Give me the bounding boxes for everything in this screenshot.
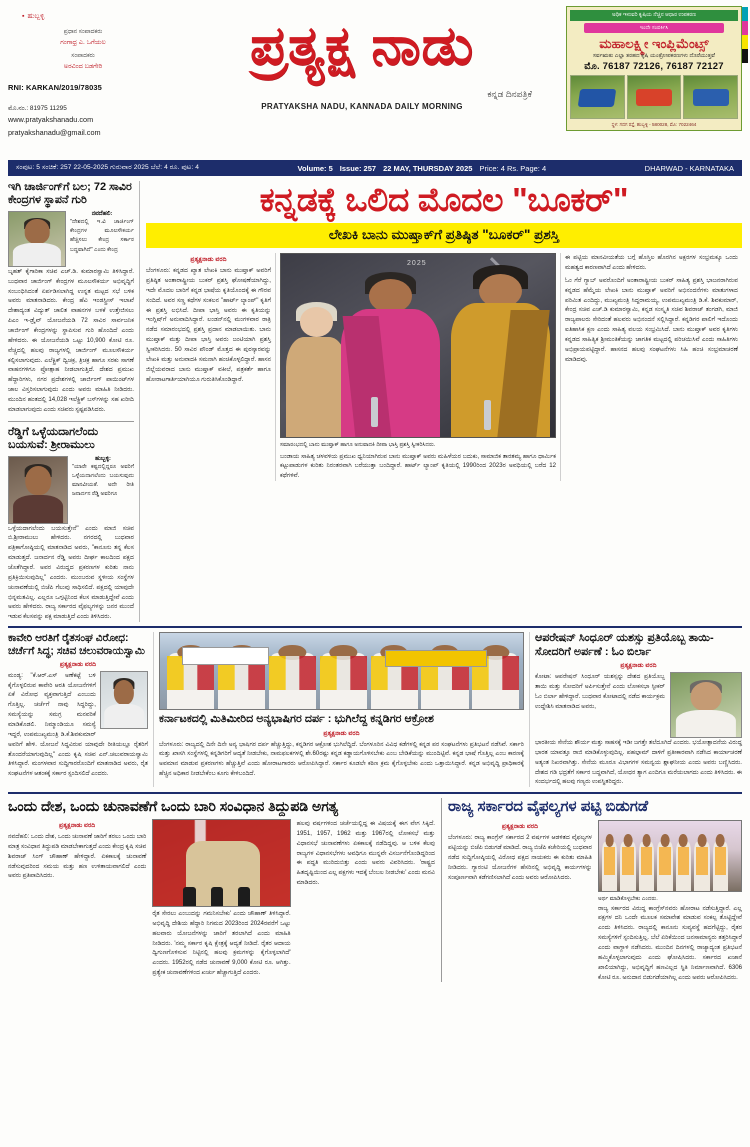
page-content	[8, 181, 742, 622]
chief-editor-name: ಗಂಗಾಧ್ರ ಎ. ಒಗೆಯಲ	[60, 38, 106, 46]
left-story-1-body: ಬೃಹತ್ ಕೈಗಾರಿಕಾ ಸಚಿವ ಎಚ್.ಡಿ. ಕುಮಾರಸ್ವಾಮಿ ತಿಳಿಸಿದ್ದಾರೆ. ಬುಧವಾರ ಚಾರ್ಜಿಂಗ್ ಕೇಂದ್ರಗಳ ಮೂಲಸೌಕರ್ಯ ಅಭಿವೃದ್ಧಿಗೆ ಸಂಬಂಧಿಸಿದಂತೆ ಏರ್ಪಡಿಸಲಾಗಿದ್ದ ಉನ್ನತ ಮಟ್ಟದ ಸಭೆ ಬಳಿಕ ಅವರು ಮಾತನಾಡಿದರು. ಕೇಂದ್ರ ಹೆವಿ ಇಂಡಸ್ಟ್ರೀಸ್ ಇಲಾಖೆ ದೇಶಾದ್ಯಂತ ವಿದ್ಯುತ್ ಚಾಲಿತ ವಾಹನಗಳ ಬಳಕೆ ಉತ್ತೇಜಿಸಲು ಪಿಎಂ ಇ-ಡ್ರೈವ್ ಯೋಜನೆಯಡಿ 72 ಸಾವಿರ ಸಾರ್ವಜನಿಕ ಚಾರ್ಜಿಂಗ್ ಕೇಂದ್ರಗಳನ್ನು ಸ್ಥಾಪಿಸುವ ಗುರಿ ಹೊಂದಿದೆ ಎಂದು ಹೇಳಿದರು. ಈ ಯೋಜನೆಯಡಿ ಒಟ್ಟು 10,900 ಕೋಟಿ ರೂ. ವೆಚ್ಚದಲ್ಲಿ ಹಲವು ರಾಜ್ಯಗಳಲ್ಲಿ ಚಾರ್ಜಿಂಗ್ ಮೂಲಸೌಕರ್ಯ ಕಲ್ಪಿಸಲಾಗುವುದು. ಎಲೆಕ್ಟ್ರಿಕ್ ದ್ವಿಚಕ್ರ, ತ್ರಿಚಕ್ರ ಹಾಗೂ ಸರಕು ಸಾಗಣೆ ವಾಹನಗಳಿಗೂ ಪ್ರೋತ್ಸಾಹ ನೀಡಲಾಗುತ್ತಿದೆ. ದೇಶದ ಪ್ರಮುಖ ಹೆದ್ದಾರಿಗಳು, ನಗರ ಪ್ರದೇಶಗಳಲ್ಲಿ ಚಾರ್ಜಿಂಗ್ ಪಾಯಿಂಟ್‌ಗಳ ಜಾಲ ವಿಸ್ತರಿಸಲಾಗುವುದು ಎಂದು ಅವರು ಮಾಹಿತಿ ನೀಡಿದರು. ಮುಂದಿನ ಹಂತದಲ್ಲಿ 14,028 ಇಲೆಕ್ಟ್ರಿಕ್ ಬಸ್‌ಗಳನ್ನು ಸಹ ಖರೀದಿ ಮಾಡಲಾಗುವುದು ಎಂದು ಸಚಿವರು ಸ್ಪಷ್ಟಪಡಿಸಿದರು.	[8, 267, 134, 413]
masthead-city-label: ▪ ಹುಬ್ಬಳ್ಳಿ	[8, 12, 158, 22]
masthead-advertisement[interactable]	[566, 6, 742, 131]
band-story-mid[interactable]	[154, 632, 530, 787]
left-story-1-dateline: ನವದೆಹಲಿ:	[91, 210, 113, 217]
masthead-left-info	[8, 6, 158, 140]
volume-label: Volume: 5	[297, 163, 333, 173]
band-story-right[interactable]	[530, 632, 742, 787]
bottom-section	[8, 792, 742, 982]
phone-number: ಮೊ.ನಂ.: 81975 11295	[8, 105, 67, 113]
issue-info-bar	[8, 160, 742, 176]
issue-date: 22 MAY, THURSDAY 2025	[383, 163, 473, 173]
chief-editor-role: ಪ್ರಧಾನ ಸಂಪಾದಕರು	[63, 29, 103, 36]
booker-photo-caption: ಸಮಾರಂಭದಲ್ಲಿ ಬಾನು ಮುಷ್ತಾಕ್ ಹಾಗೂ ಅನುವಾದಕಿ ದೀಪಾ ಭಾಸ್ತಿ ಪ್ರಶಸ್ತಿ ಸ್ವೀಕರಿಸಿದರು.	[280, 442, 436, 449]
editor-name: ಅರವಿಂದ ಬಡಗೇರಿ	[63, 62, 103, 70]
bottom-left-col1: ನವದೆಹಲಿ: ಒಂದು ದೇಶ, ಒಂದು ಚುನಾವಣೆ ಜಾರಿಗೆ ತರಲು ಒಂದು ಬಾರಿ ಮಾತ್ರ ಸಂವಿಧಾನ ತಿದ್ದುಪಡಿ ಮಾಡಬೇಕಾಗುತ್ತದೆ ಎಂದು ಕೇಂದ್ರ ಕೃಷಿ ಸಚಿವ ಶಿವರಾಜ್ ಸಿಂಗ್ ಚೌಹಾಣ್ ಹೇಳಿದ್ದಾರೆ. ಏಕಕಾಲಕ್ಕೆ ಚುನಾವಣೆ ನಡೆಸುವುದರಿಂದ ಸಮಯ ಮತ್ತು ಹಣ ಉಳಿತಾಯವಾಗಲಿದೆ ಎಂದು ಅವರು ಪ್ರತಿಪಾದಿಸಿದರು.	[8, 833, 147, 880]
booker-story[interactable]	[146, 253, 742, 481]
bottom-left-headline: ಒಂದು ದೇಶ, ಒಂದು ಚುನಾವಣೆಗೆ ಒಂದು ಬಾರಿ ಸಂವಿಧಾನ ತಿದ್ದುಪಡಿ ಅಗತ್ಯ	[8, 798, 339, 815]
sriramulu-photo	[8, 456, 68, 524]
bottom-left-byline: ಪ್ರತ್ಯಕ್ಷನಾಡು ವರದಿ	[59, 822, 96, 830]
bottom-right-byline: ಪ್ರತ್ಯಕ್ಷನಾಡು ವರದಿ	[501, 823, 539, 831]
lead-subheadline: ಲೇಖಕಿ ಬಾನು ಮುಷ್ತಾಕ್‌ಗೆ ಪ್ರತಿಷ್ಠಿತ "ಬೂಕರ್" ಪ್ರಶಸ್ತಿ	[146, 223, 742, 248]
ad-box[interactable]	[566, 6, 742, 131]
protest-placard-2	[385, 650, 487, 667]
left-story-2-dateline: ಹುಬ್ಬಳ್ಳಿ:	[95, 455, 111, 462]
booker-award-photo	[280, 253, 556, 438]
ad-brand-title: ಮಹಾಲಕ್ಷ್ಮೀ ಇಂಪ್ಲಿಮೆಂಟ್ಸ್	[599, 36, 709, 51]
bottom-left-col3: ಹಲವು ವರ್ಷಗಳಿಂದ ಚರ್ಚೆಯಲ್ಲಿದ್ದ ಈ ವಿಷಯಕ್ಕೆ ಈಗ ವೇಗ ಸಿಕ್ಕಿದೆ. 1951, 1957, 1962 ಮತ್ತು 1967ರಲ್ಲಿ ಲೋಕಸಭೆ ಮತ್ತು ವಿಧಾನಸಭೆ ಚುನಾವಣೆಗಳು ಏಕಕಾಲಕ್ಕೆ ನಡೆದಿದ್ದವು. ಆ ಬಳಿಕ ಕೆಲವು ರಾಜ್ಯಗಳ ವಿಧಾನಸಭೆಗಳು ಅವಧಿಗೂ ಮುನ್ನವೇ ವಿಸರ್ಜನೆಗೊಂಡಿದ್ದರಿಂದ ಈ ಪದ್ಧತಿ ಮುರಿದುಬಿತ್ತು ಎಂದು ಅವರು ವಿವರಿಸಿದರು. 'ರಾಷ್ಟ್ರದ ಹಿತದೃಷ್ಟಿಯಿಂದ ಎಲ್ಲ ಪಕ್ಷಗಳು ಇದಕ್ಕೆ ಬೆಂಬಲ ನೀಡಬೇಕು' ಎಂದು ಮನವಿ ಮಾಡಿದರು.	[296, 820, 435, 887]
website-link[interactable]: www.pratyakshanadu.com	[8, 115, 94, 125]
person-deepa-bhasthi	[451, 265, 550, 437]
band-left-body: ಮಂಡ್ಯ: "ಕೆ.ಆರ್.ಎಸ್ ಅಣೆಕಟ್ಟೆ ಬಳಿ ಕೈಗೊಳ್ಳಲಿರುವ ಕಾವೇರಿ ಆರತಿ ಯೋಜನೆಗಳಿಗೆ ಏಕೆ ವಿರೋಧ ವ್ಯಕ್ತವಾಗುತ್ತಿದೆ ಎಂಬುದು ಗೊತ್ತಿಲ್ಲ. ಚರ್ಚೆಗೆ ನಾವು ಸಿದ್ಧರಿದ್ದು, ಸಮಸ್ಯೆಯನ್ನು ಸಮಗ್ರ ಮನವರಿಕೆ ಮಾಡಿಕೊಡಲಿ. ನಿಮ್ಮಾಂಡಿಯೂ ಸಮಸ್ಯೆ ಇದ್ದರೆ, ಉಪಮುಖ್ಯಮಂತ್ರಿ ಡಿ.ಕೆ.ಶಿವಕುಮಾರ್ ಅವರಿಗೆ ಹೇಳಿ. ಯೋಜನೆ ಸಿದ್ಧವಿರುವ ಯಾವುದೇ ರೀತಿಯಲ್ಲೂ ರೈತರಿಗೆ ತೊಂದರೆಯಾಗುವುದಿಲ್ಲ" ಎಂದು ಕೃಷಿ ಸಚಿವ ಎನ್.ಚಲುವರಾಯಸ್ವಾಮಿ ತಿಳಿಸಿದ್ದಾರೆ. ಮಂಗಳವಾರ ಸುದ್ದಿಗಾರರೊಂದಿಗೆ ಮಾತನಾಡಿದ ಅವರು, ರೈತ ಸಂಘಟನೆಗಳ ಆತಂಕಕ್ಕೆ ಸರ್ಕಾರ ಸ್ಪಂದಿಸಲಿದೆ ಎಂದರು.	[8, 671, 148, 778]
masthead	[8, 6, 742, 156]
issue-price: Price: 4 Rs. Page: 4	[479, 163, 547, 173]
ad-address-footer: ಸ್ಥಳ: ಗದಗ ರಸ್ತೆ, ಹುಬ್ಬಳ್ಳಿ - 580028, ಮೊ: 7022464	[611, 122, 697, 127]
band-left-byline: ಪ್ರತ್ಯಕ್ಷನಾಡು ವರದಿ	[59, 660, 97, 668]
ad-line-1: ಅಧಿಕ ಇಳುವರಿ ಕೃಷಿಯ ನೆಚ್ಚಿನ ಆಧಾರ ಉಪಕರಣ	[570, 10, 738, 21]
bottom-right-caption: ಅರ್ಥ ಮಾಡಿಕೊಳ್ಳಬೇಕು ಎಂದರು.	[598, 896, 658, 903]
tagline-kannada: ಕನ್ನಡ ದಿನಪತ್ರಿಕೆ	[487, 88, 532, 99]
band-right-body-top: ಕೋಟಾ: ಆಪರೇಷನ್ ಸಿಂಧೂರ್ ಯಶಸ್ಸನ್ನು ದೇಶದ ಪ್ರತಿಯೊಬ್ಬ ತಾಯಿ ಮತ್ತು ಸೋದರಿಗೆ ಅರ್ಪಿಸುತ್ತೇನೆ ಎಂದು ಲೋಕಸಭಾ ಸ್ಪೀಕರ್ ಓಂ ಬಿರ್ಲಾ ಹೇಳಿದ್ದಾರೆ. ಬುಧವಾರ ಕೋಟಾದಲ್ಲಿ ನಡೆದ ಕಾರ್ಯಕ್ರಮ ಉದ್ದೇಶಿಸಿ ಮಾತನಾಡಿದ ಅವರು,	[535, 672, 665, 710]
bottom-right-col2: ರಾಜ್ಯ ಸರ್ಕಾರದ ವಿರುದ್ಧ ಕಾಂಗ್ರೆಸ್‌ನವರು ಹೋರಾಟ ನಡೆಸುತ್ತಿದ್ದಾರೆ. ಎಲ್ಲ ಪಕ್ಷಗಳ ದನಿ ಒಂದೇ ಮೂಲಕ ಸಮಾವೇಶ ಮಾಡುವ ಸಂಕಲ್ಪ ತೊಟ್ಟಿದ್ದೇವೆ ಎಂದು ತಿಳಿಸಿದರು. ರಾಜ್ಯದಲ್ಲಿ ಕಾನೂನು ಸುವ್ಯವಸ್ಥೆ ಹದಗೆಟ್ಟಿದ್ದು, ರೈತರ ಸಮಸ್ಯೆಗಳಿಗೆ ಸ್ಪಂದಿಸುತ್ತಿಲ್ಲ. ಬೆಲೆ ಏರಿಕೆಯಿಂದ ಜನಸಾಮಾನ್ಯರು ತತ್ತರಿಸಿದ್ದಾರೆ ಎಂದು ವಾಗ್ದಾಳಿ ನಡೆಸಿದರು. ಮುಂದಿನ ದಿನಗಳಲ್ಲಿ ರಾಜ್ಯಾದ್ಯಂತ ಪ್ರತಿಭಟನೆ ಹಮ್ಮಿಕೊಳ್ಳಲಾಗುವುದು ಎಂದು ಘೋಷಿಸಿದರು. ಸರ್ಕಾರದ ಖಜಾನೆ ಖಾಲಿಯಾಗಿದ್ದು, ಅಭಿವೃದ್ಧಿಗೆ ಹಣವಿಲ್ಲದ ಸ್ಥಿತಿ ನಿರ್ಮಾಣವಾಗಿದೆ. 6306 ಕೋಟಿ ರೂ. ಅನುದಾನ ಬಿಡುಗಡೆಯಾಗಿಲ್ಲ ಎಂದು ಅವರು ಆರೋಪಿಸಿದರು.	[598, 904, 742, 981]
trophy-icon-2	[484, 400, 491, 430]
ad-phone-numbers: ಮೊ. 76187 72126, 76187 72127	[584, 61, 724, 72]
trailer-product-image	[683, 75, 738, 119]
band-right-byline: ಪ್ರತ್ಯಕ್ಷನಾಡು ವರದಿ	[620, 661, 657, 669]
bottom-right-headline: ರಾಜ್ಯ ಸರ್ಕಾರದ ವೈಫಲ್ಯಗಳ ಪಟ್ಟಿ ಬಿಡುಗಡೆ	[448, 798, 649, 816]
masthead-title-block	[158, 6, 566, 111]
band-mid-body: ಬೆಂಗಳೂರು: ರಾಜ್ಯದಲ್ಲಿ ದಿನೇ ದಿನೇ ಅನ್ಯ ಭಾಷಿಗರ ದರ್ಪ ಹೆಚ್ಚುತ್ತಿದ್ದು, ಕನ್ನಡಿಗರ ಆಕ್ರೋಶ ಭುಗಿಲೆದ್ದಿದೆ. ಬೆಂಗಳೂರಿನ ವಿವಿಧ ಕಡೆಗಳಲ್ಲಿ ಕನ್ನಡ ಪರ ಸಂಘಟನೆಗಳು ಪ್ರತಿಭಟನೆ ನಡೆಸಿವೆ. ಸರ್ಕಾರಿ ಮತ್ತು ಖಾಸಗಿ ಸಂಸ್ಥೆಗಳಲ್ಲಿ ಕನ್ನಡಿಗರಿಗೆ ಆದ್ಯತೆ ನೀಡಬೇಕು, ನಾಮಫಲಕಗಳಲ್ಲಿ ಶೇ.60ರಷ್ಟು ಕನ್ನಡ ಕಡ್ಡಾಯಗೊಳಿಸಬೇಕು ಎಂಬ ಬೇಡಿಕೆಯನ್ನು ಮುಂದಿಟ್ಟಿವೆ. ಕನ್ನಡ ಭಾಷೆ ಗೊತ್ತಿಲ್ಲ ಎಂಬ ಕಾರಣಕ್ಕೆ ಅವಮಾನ ಮಾಡುವ ಪ್ರಕರಣಗಳು ಹೆಚ್ಚುತ್ತಿವೆ ಎಂದು ಹೋರಾಟಗಾರರು ಆರೋಪಿಸಿದ್ದಾರೆ. ಸರ್ಕಾರ ಕೂಡಲೇ ಕಠಿಣ ಕ್ರಮ ಕೈಗೊಳ್ಳಬೇಕು ಎಂದು ಒತ್ತಾಯಿಸಿದ್ದಾರೆ. ಕನ್ನಡ ಅಭಿವೃದ್ಧಿ ಪ್ರಾಧಿಕಾರಕ್ಕೆ ಹೆಚ್ಚಿನ ಅಧಿಕಾರ ನೀಡಬೇಕೆಂಬ ಕೂಗು ಕೇಳಿಬಂದಿದೆ.	[159, 740, 524, 778]
bjp-leaders-group-photo	[598, 820, 742, 892]
rni-number: RNI: KARKAN/2019/78035	[8, 83, 102, 93]
print-color-bar	[742, 7, 748, 63]
kumaraswamy-photo	[8, 211, 66, 267]
booker-col-3	[560, 253, 742, 481]
lead-headline: ಕನ್ನಡಕ್ಕೆ ಒಲಿದ ಮೊದಲ "ಬೂಕರ್"	[259, 181, 629, 218]
band-left-headline: ಕಾವೇರಿ ಆರತಿಗೆ ರೈತಸಂಘ ವಿರೋಧ: ಚರ್ಚೆಗೆ ಸಿದ್ಧ; ಸಚಿವ ಚಲುವರಾಯಸ್ವಾಮಿ	[8, 632, 145, 657]
booker-col-3-body: ಓಂ ಗೆರೆ ಗ್ಯಾಬ್ ಅವರೊಂದಿಗೆ ಅಂತಾರಾಷ್ಟ್ರೀಯ ಬುಕರ್ ಸಾಹಿತ್ಯ ಪ್ರಶಸ್ತಿ ಭಾಜನರಾಗಿರುವ ಕನ್ನಡದ ಹೆಮ್ಮೆಯ ಲೇಖಕಿ ಬಾನು ಮುಷ್ತಾಕ್ ಅವರಿಗೆ ಅಭಿನಂದನೆಗಳು ಮಾತುಗಳಾದ ಪರಿಮಿತ ಎಂದಿದ್ದು, ಮುಖ್ಯಮಂತ್ರಿ ಸಿದ್ದರಾಮಯ್ಯ, ಉಪಮುಖ್ಯಮಂತ್ರಿ ಡಿ.ಕೆ. ಶಿವಕುಮಾರ್, ಕೇಂದ್ರ ಸಚಿವ ಎಚ್.ಡಿ ಕುಮಾರಸ್ವಾಮಿ, ಕನ್ನಡ ಸಂಸ್ಕೃತಿ ಸಚಿವ ಶಿವರಾಜ್ ತಂಗಡಗಿ, ಮಾಜಿ ರಾಜ್ಯಪಾಲರು ಸೇರಿದಂತೆ ಹಲವರು ಅಭಿನಂದನೆ ಸಲ್ಲಿಸಿದ್ದಾರೆ. ಕನ್ನಡಿಗರ ಪಾಲಿಗೆ ಇದೊಂದು ಐತಿಹಾಸಿಕ ಕ್ಷಣ ಎಂದು ಸಾಹಿತ್ಯ ವಲಯ ಸಂಭ್ರಮಿಸಿದೆ. ಬಾನು ಮುಷ್ತಾಕ್ ಅವರ ಕೃತಿಗಳು ಕನ್ನಡದ ಸಾಹಿತ್ಯಿಕ ಶ್ರೀಮಂತಿಕೆಯನ್ನು ಜಾಗತಿಕ ಮಟ್ಟದಲ್ಲಿ ಪರಿಚಯಿಸಿವೆ ಎಂದು ಸಾಹಿತಿಗಳು ಅಭಿಪ್ರಾಯಪಟ್ಟಿದ್ದಾರೆ. ಹಾಸನದ ಹಲವು ಸಂಘಟನೆಗಳು ಸಿಹಿ ಹಂಚಿ ಸಂಭ್ರಮಾಚರಣೆ ಮಾಡಿದವು.	[565, 276, 738, 363]
issue-place: DHARWAD - KARNATAKA	[644, 163, 734, 173]
main-column	[140, 181, 742, 622]
booker-col-1-text: ಬೆಂಗಳೂರು: ಕನ್ನಡದ ಖ್ಯಾತ ಲೇಖಕಿ ಬಾನು ಮುಷ್ತಾಕ್ ಅವರಿಗೆ ಪ್ರತಿಷ್ಠಿತ ಅಂತಾರಾಷ್ಟ್ರೀಯ ಬುಕರ್ ಪ್ರಶಸ್ತಿ ಘೋಷಣೆಯಾಗಿದ್ದು, ಇದೇ ಮೊದಲ ಬಾರಿಗೆ ಕನ್ನಡ ಭಾಷೆಯ ಕೃತಿಯೊಂದಕ್ಕೆ ಈ ಗೌರವ ಸಂದಿದೆ. ಅವರ ಸಣ್ಣ ಕಥೆಗಳ ಸಂಕಲನ "ಹಾರ್ಟ್ ಲ್ಯಾಂಪ್" ಕೃತಿಗೆ ಈ ಪ್ರಶಸ್ತಿ ಲಭಿಸಿದೆ. ದೀಪಾ ಭಾಸ್ತಿ ಅವರು ಈ ಕೃತಿಯನ್ನು ಇಂಗ್ಲಿಷ್‌ಗೆ ಅನುವಾದಿಸಿದ್ದಾರೆ. ಲಂಡನ್‌ನಲ್ಲಿ ಮಂಗಳವಾರ ರಾತ್ರಿ ನಡೆದ ಸಮಾರಂಭದಲ್ಲಿ ಪ್ರಶಸ್ತಿ ಪ್ರದಾನ ಮಾಡಲಾಯಿತು. ಬಾನು ಮುಷ್ತಾಕ್ ಮತ್ತು ದೀಪಾ ಭಾಸ್ತಿ ಅವರು ಜಂಟಿಯಾಗಿ ಪ್ರಶಸ್ತಿ ಸ್ವೀಕರಿಸಿದರು. 50 ಸಾವಿರ ಪೌಂಡ್ ಮೊತ್ತದ ಈ ಪುರಸ್ಕಾರವನ್ನು ಲೇಖಕಿ ಮತ್ತು ಅನುವಾದಕಿ ಸಮನಾಗಿ ಹಂಚಿಕೊಳ್ಳಲಿದ್ದಾರೆ. ಹಾಸನ ಜಿಲ್ಲೆಯವರಾದ ಬಾನು ಮುಷ್ತಾಕ್ ವಕೀಲೆ, ಪತ್ರಕರ್ತೆ ಹಾಗೂ ಹೋರಾಟಗಾರ್ತಿಯಾಗಿಯೂ ಗುರುತಿಸಿಕೊಂಡಿದ್ದಾರೆ.	[146, 267, 271, 383]
bottom-left-columns	[8, 819, 435, 978]
bottom-right-columns	[448, 820, 742, 982]
left-story-2-headline: ರೆಡ್ಡಿಗೆ ಒಳ್ಳೆಯದಾಗಲೆಂದು ಬಯಸುವೆ: ಶ್ರೀರಾಮುಲು	[8, 425, 99, 452]
plough-product-image	[570, 75, 625, 119]
trophy-icon-1	[371, 397, 378, 427]
left-story-1[interactable]	[8, 181, 134, 415]
left-story-2-lead: "ಯಾರೇ ಕಷ್ಟದಲ್ಲಿದ್ದರೂ ಅವರಿಗೆ ಒಳ್ಳೆಯದಾಗಲೆಂದು ಬಯಸುವುದು ಮಾನವೀಯತೆ. ಅದೇ ರೀತಿ ಜನಾರ್ದನ ರೆಡ್ಡಿ ಅವರಿಗೂ	[72, 463, 134, 497]
booker-col-2	[276, 253, 560, 481]
tagline-english: PRATYAKSHA NADU, KANNADA DAILY MORNING	[261, 101, 463, 111]
booker-col-3-top: ಈ ಪಟ್ಟಿಯ ಮಾನವೀಯತೆಯ ಬಗ್ಗೆ ಹೊಸ್ತಿಲ ಹೊರಗಿನ ಅಕ್ಷರಗಳ ಸಂಭ್ರಮಕ್ಕೂ ಒಂದು ಮಹತ್ವದ ಕಾರಣವಾಗಿದೆ ಎಂದು ಹೇಳಿದರು.	[565, 254, 738, 271]
person-presenter	[286, 302, 346, 437]
left-story-2-body: ಒಳ್ಳೆಯದಾಗಲೆಂದು ಬಯಸುತ್ತೇನೆ" ಎಂದು ಮಾಜಿ ಸಚಿವ ಬಿ.ಶ್ರೀರಾಮುಲು ಹೇಳಿದರು. ನಗರದಲ್ಲಿ ಬುಧವಾರ ಪತ್ರಿಕಾಗೋಷ್ಠಿಯಲ್ಲಿ ಮಾತನಾಡಿದ ಅವರು, "ಕಾನೂನು ತನ್ನ ಕೆಲಸ ಮಾಡುತ್ತದೆ. ಜನಾರ್ದನ ರೆಡ್ಡಿ ಅವರು ದೀರ್ಘ ಕಾಲದಿಂದ ಪಕ್ಷದ ಜೊತೆಗಿದ್ದಾರೆ. ಅವರ ವಿರುದ್ಧದ ಪ್ರಕರಣಗಳ ಕುರಿತು ನಾನು ಪ್ರತಿಕ್ರಿಯಿಸುವುದಿಲ್ಲ" ಎಂದರು. ಮುಂಬರುವ ಸ್ಥಳೀಯ ಸಂಸ್ಥೆಗಳ ಚುನಾವಣೆಯಲ್ಲಿ ಬಿಜೆಪಿ ಗೆಲುವು ಸಾಧಿಸಲಿದೆ. ಪಕ್ಷದಲ್ಲಿ ಯಾವುದೇ ಭಿನ್ನಮತವಿಲ್ಲ. ಎಲ್ಲರೂ ಒಗ್ಗಟ್ಟಿನಿಂದ ಕೆಲಸ ಮಾಡುತ್ತಿದ್ದೇವೆ ಎಂದು ಅವರು ಹೇಳಿದರು. ರಾಜ್ಯ ಸರ್ಕಾರದ ವೈಫಲ್ಯಗಳನ್ನು ಜನರ ಮುಂದೆ ಇಡುವ ಕೆಲಸವನ್ನು ಪಕ್ಷ ಮಾಡುತ್ತಿದೆ ಎಂದು ತಿಳಿಸಿದರು.	[8, 524, 134, 621]
chaluvarayaswamy-photo	[100, 671, 148, 729]
booker-byline: ಪ್ರತ್ಯಕ್ಷನಾಡು ವರದಿ	[190, 256, 227, 264]
ad-line-3: ಸರ್ವಋತು ಎಲ್ಲಾ ತರಹದ ಕೃಷಿ ಯಂತ್ರೋಪಕರಣಗಳು ದೊರೆಯುತ್ತವೆ	[593, 53, 715, 59]
protest-placard-1	[182, 647, 269, 665]
left-story-1-headline: ಇಗಿ ಚಾರ್ಜಿಂಗ್‌ಗೆ ಬಲ; 72 ಸಾವಿರ ಕೇಂದ್ರಗಳ ಸ್ಥಾಪನೆ ಗುರಿ	[8, 181, 132, 207]
bottom-story-right[interactable]	[442, 798, 742, 982]
shivraj-chouhan-photo	[152, 819, 290, 907]
editor-role: ಸಂಪಾದಕರು	[71, 53, 95, 60]
left-story-2[interactable]	[8, 426, 134, 622]
mid-band	[8, 632, 742, 787]
om-birla-photo	[670, 672, 742, 738]
left-column	[8, 181, 140, 622]
issue-label: Issue: 257	[339, 163, 377, 173]
kannada-protest-photo	[159, 632, 524, 710]
bottom-right-col1: ಬೆಂಗಳೂರು: ರಾಜ್ಯ ಕಾಂಗ್ರೆಸ್ ಸರ್ಕಾರದ 2 ವರ್ಷಗಳ ಆಡಳಿತದ ವೈಫಲ್ಯಗಳ ಪಟ್ಟಿಯನ್ನು ಬಿಜೆಪಿ ಬಿಡುಗಡೆ ಮಾಡಿದೆ. ರಾಜ್ಯ ಬಿಜೆಪಿ ಕಚೇರಿಯಲ್ಲಿ ಬುಧವಾರ ನಡೆದ ಸುದ್ದಿಗೋಷ್ಠಿಯಲ್ಲಿ ವಿರೋಧ ಪಕ್ಷದ ನಾಯಕರು ಈ ಕುರಿತು ಮಾಹಿತಿ ನೀಡಿದರು. ಗ್ಯಾರಂಟಿ ಯೋಜನೆಗಳ ಹೆಸರಿನಲ್ಲಿ ಅಭಿವೃದ್ಧಿ ಕಾರ್ಯಗಳನ್ನು ಸಂಪೂರ್ಣವಾಗಿ ಕಡೆಗಣಿಸಲಾಗಿದೆ ಎಂದು ಅವರು ಆರೋಪಿಸಿದರು.	[448, 834, 592, 881]
booker-col-2-text: ಬಂಡಾಯ ಸಾಹಿತ್ಯ ಚಳವಳಿಯ ಪ್ರಮುಖ ಧ್ವನಿಯಾಗಿರುವ ಬಾನು ಮುಷ್ತಾಕ್ ಅವರು ಮಹಿಳೆಯರ ಬದುಕು, ಸಾಮಾಜಿಕ ತಾರತಮ್ಯ ಹಾಗೂ ಧಾರ್ಮಿಕ ಕಟ್ಟುಪಾಡುಗಳ ಕುರಿತು ನಿರಂತರವಾಗಿ ಬರೆಯುತ್ತಾ ಬಂದಿದ್ದಾರೆ. ಹಾರ್ಟ್ ಲ್ಯಾಂಪ್ ಕೃತಿಯಲ್ಲಿ 1990ರಿಂದ 2023ರ ಅವಧಿಯಲ್ಲಿ ಬರೆದ 12 ಕಥೆಗಳಿವೆ.	[280, 452, 556, 480]
rotavator-product-image	[627, 75, 682, 119]
email-link[interactable]: pratyakshanadu@gmail.com	[8, 128, 101, 138]
band-right-body-bottom: ಭಾರತೀಯ ಸೇನೆಯ ಶೌರ್ಯ ಮತ್ತು ಸಾಹಸಕ್ಕೆ ಇಡೀ ಜಗತ್ತೇ ತಲೆದೂಗಿದೆ ಎಂದರು. ಭಯೋತ್ಪಾದನೆಯ ವಿರುದ್ಧ ಭಾರತ ಯಾವತ್ತೂ ರಾಜಿ ಮಾಡಿಕೊಳ್ಳುವುದಿಲ್ಲ. ಪಹಲ್ಗಾಮ್ ದಾಳಿಗೆ ಪ್ರತೀಕಾರವಾಗಿ ನಡೆಸಿದ ಕಾರ್ಯಾಚರಣೆ ಅತ್ಯಂತ ನಿಖರವಾಗಿತ್ತು. ಸೇನೆಯ ಮೂರೂ ವಿಭಾಗಗಳ ಸಮನ್ವಯ ಶ್ಲಾಘನೀಯ ಎಂದು ಅವರು ಬಣ್ಣಿಸಿದರು. ದೇಶದ ಗಡಿ ಭದ್ರತೆಗೆ ಸರ್ಕಾರ ಬದ್ಧವಾಗಿದೆ, ಯೋಧರ ತ್ಯಾಗ ಎಂದಿಗೂ ಮರೆಯಲಾಗದು ಎಂದು ತಿಳಿಸಿದರು. ಈ ಸಂದರ್ಭದಲ್ಲಿ ಹಲವು ಗಣ್ಯರು ಉಪಸ್ಥಿತರಿದ್ದರು.	[535, 738, 742, 786]
bottom-left-col2: ರೈತ ಸೇರಲು ಎಂಬುದನ್ನು ಗಮನಿಸಬೇಕು' ಎಂದು ಚೌಹಾಣ್ ತಿಳಿಸಿದ್ದಾರೆ. ಅಭಿವೃದ್ಧಿ ದೇಶಿಯ ಹೆದ್ದಾರಿ ನಿಗಮದ 2023ರಿಂದ 2024ರವರೆಗೆ ಒಟ್ಟು ಹಲವಾರು ಯೋಜನೆಗಳನ್ನು ಜಾರಿಗೆ ತರಲಾಗಿದೆ ಎಂದು ಮಾಹಿತಿ ನೀಡಿದರು. 'ನಮ್ಮ ಸರ್ಕಾರ ಕೃಷಿ ಕ್ಷೇತ್ರಕ್ಕೆ ಆದ್ಯತೆ ನೀಡಿದೆ. ರೈತರ ಆದಾಯ ದ್ವಿಗುಣಗೊಳಿಸುವ ನಿಟ್ಟಿನಲ್ಲಿ ಹಲವು ಕ್ರಮಗಳನ್ನು ಕೈಗೊಳ್ಳಲಾಗಿದೆ' ಎಂದರು. 1952ರಲ್ಲಿ ನಡೆದ ಚುನಾವಣೆ 9,000 ಕೋಟಿ ರೂ. ಆಗಿತ್ತು. ಪ್ರತ್ಯೇಕ ಚುನಾವಣೆಗಳಿಂದ ಖರ್ಚು ಹೆಚ್ಚಾಗುತ್ತಿದೆ ಎಂದರು.	[152, 910, 291, 977]
person-banu-mushtaq	[341, 269, 440, 437]
contact-block	[8, 103, 158, 140]
booker-col-1	[146, 253, 276, 481]
bottom-story-left[interactable]	[8, 798, 442, 982]
photo-year-label: 2025	[407, 260, 427, 268]
ad-line-2: ಇಂದೇ ಸಂಪರ್ಕಿಸಿ	[584, 23, 724, 33]
band-mid-byline: ಪ್ರತ್ಯಕ್ಷನಾಡು ವರದಿ	[323, 729, 360, 737]
ad-product-images	[570, 75, 738, 119]
band-right-headline: ಆಪರೇಷನ್ ಸಿಂಧೂರ್ ಯಶಸ್ಸು ಪ್ರತಿಯೊಬ್ಬ ತಾಯಿ-ಸೋದರಿಗೆ ಅರ್ಪಣೆ : ಓಂ ಬಿರ್ಲಾ	[535, 632, 714, 658]
issue-info-kannada: ಸಂಪುಟ: 5 ಸಂಚಿಕೆ: 257 22-05-2025 ಗುರುವಾರ 2025 ಬೆಲೆ: 4 ರೂ. ಪುಟ: 4	[16, 164, 199, 171]
band-mid-headline: ಕರ್ನಾಟಕದಲ್ಲಿ ಮಿತಿಮೀರಿದ ಅನ್ಯಭಾಷಿಗರ ದರ್ಪ : ಭುಗಿಲೆದ್ದ ಕನ್ನಡಿಗರ ಆಕ್ರೋಶ	[159, 713, 434, 726]
newspaper-logo-title: ಪ್ರತ್ಯಕ್ಷ ನಾಡು	[250, 16, 474, 76]
band-story-left[interactable]	[8, 632, 154, 787]
left-story-1-lead: "ದೇಶದಲ್ಲಿ ಇ.ವಿ ಚಾರ್ಜಿಂಗ್ ಕೇಂದ್ರಗಳ ಮೂಲಸೌಕರ್ಯ ಹೆಚ್ಚಿಸಲು ಕೇಂದ್ರ ಸರ್ಕಾರ ಬದ್ಧವಾಗಿದೆ" ಎಂದು ಕೇಂದ್ರ	[70, 218, 134, 253]
